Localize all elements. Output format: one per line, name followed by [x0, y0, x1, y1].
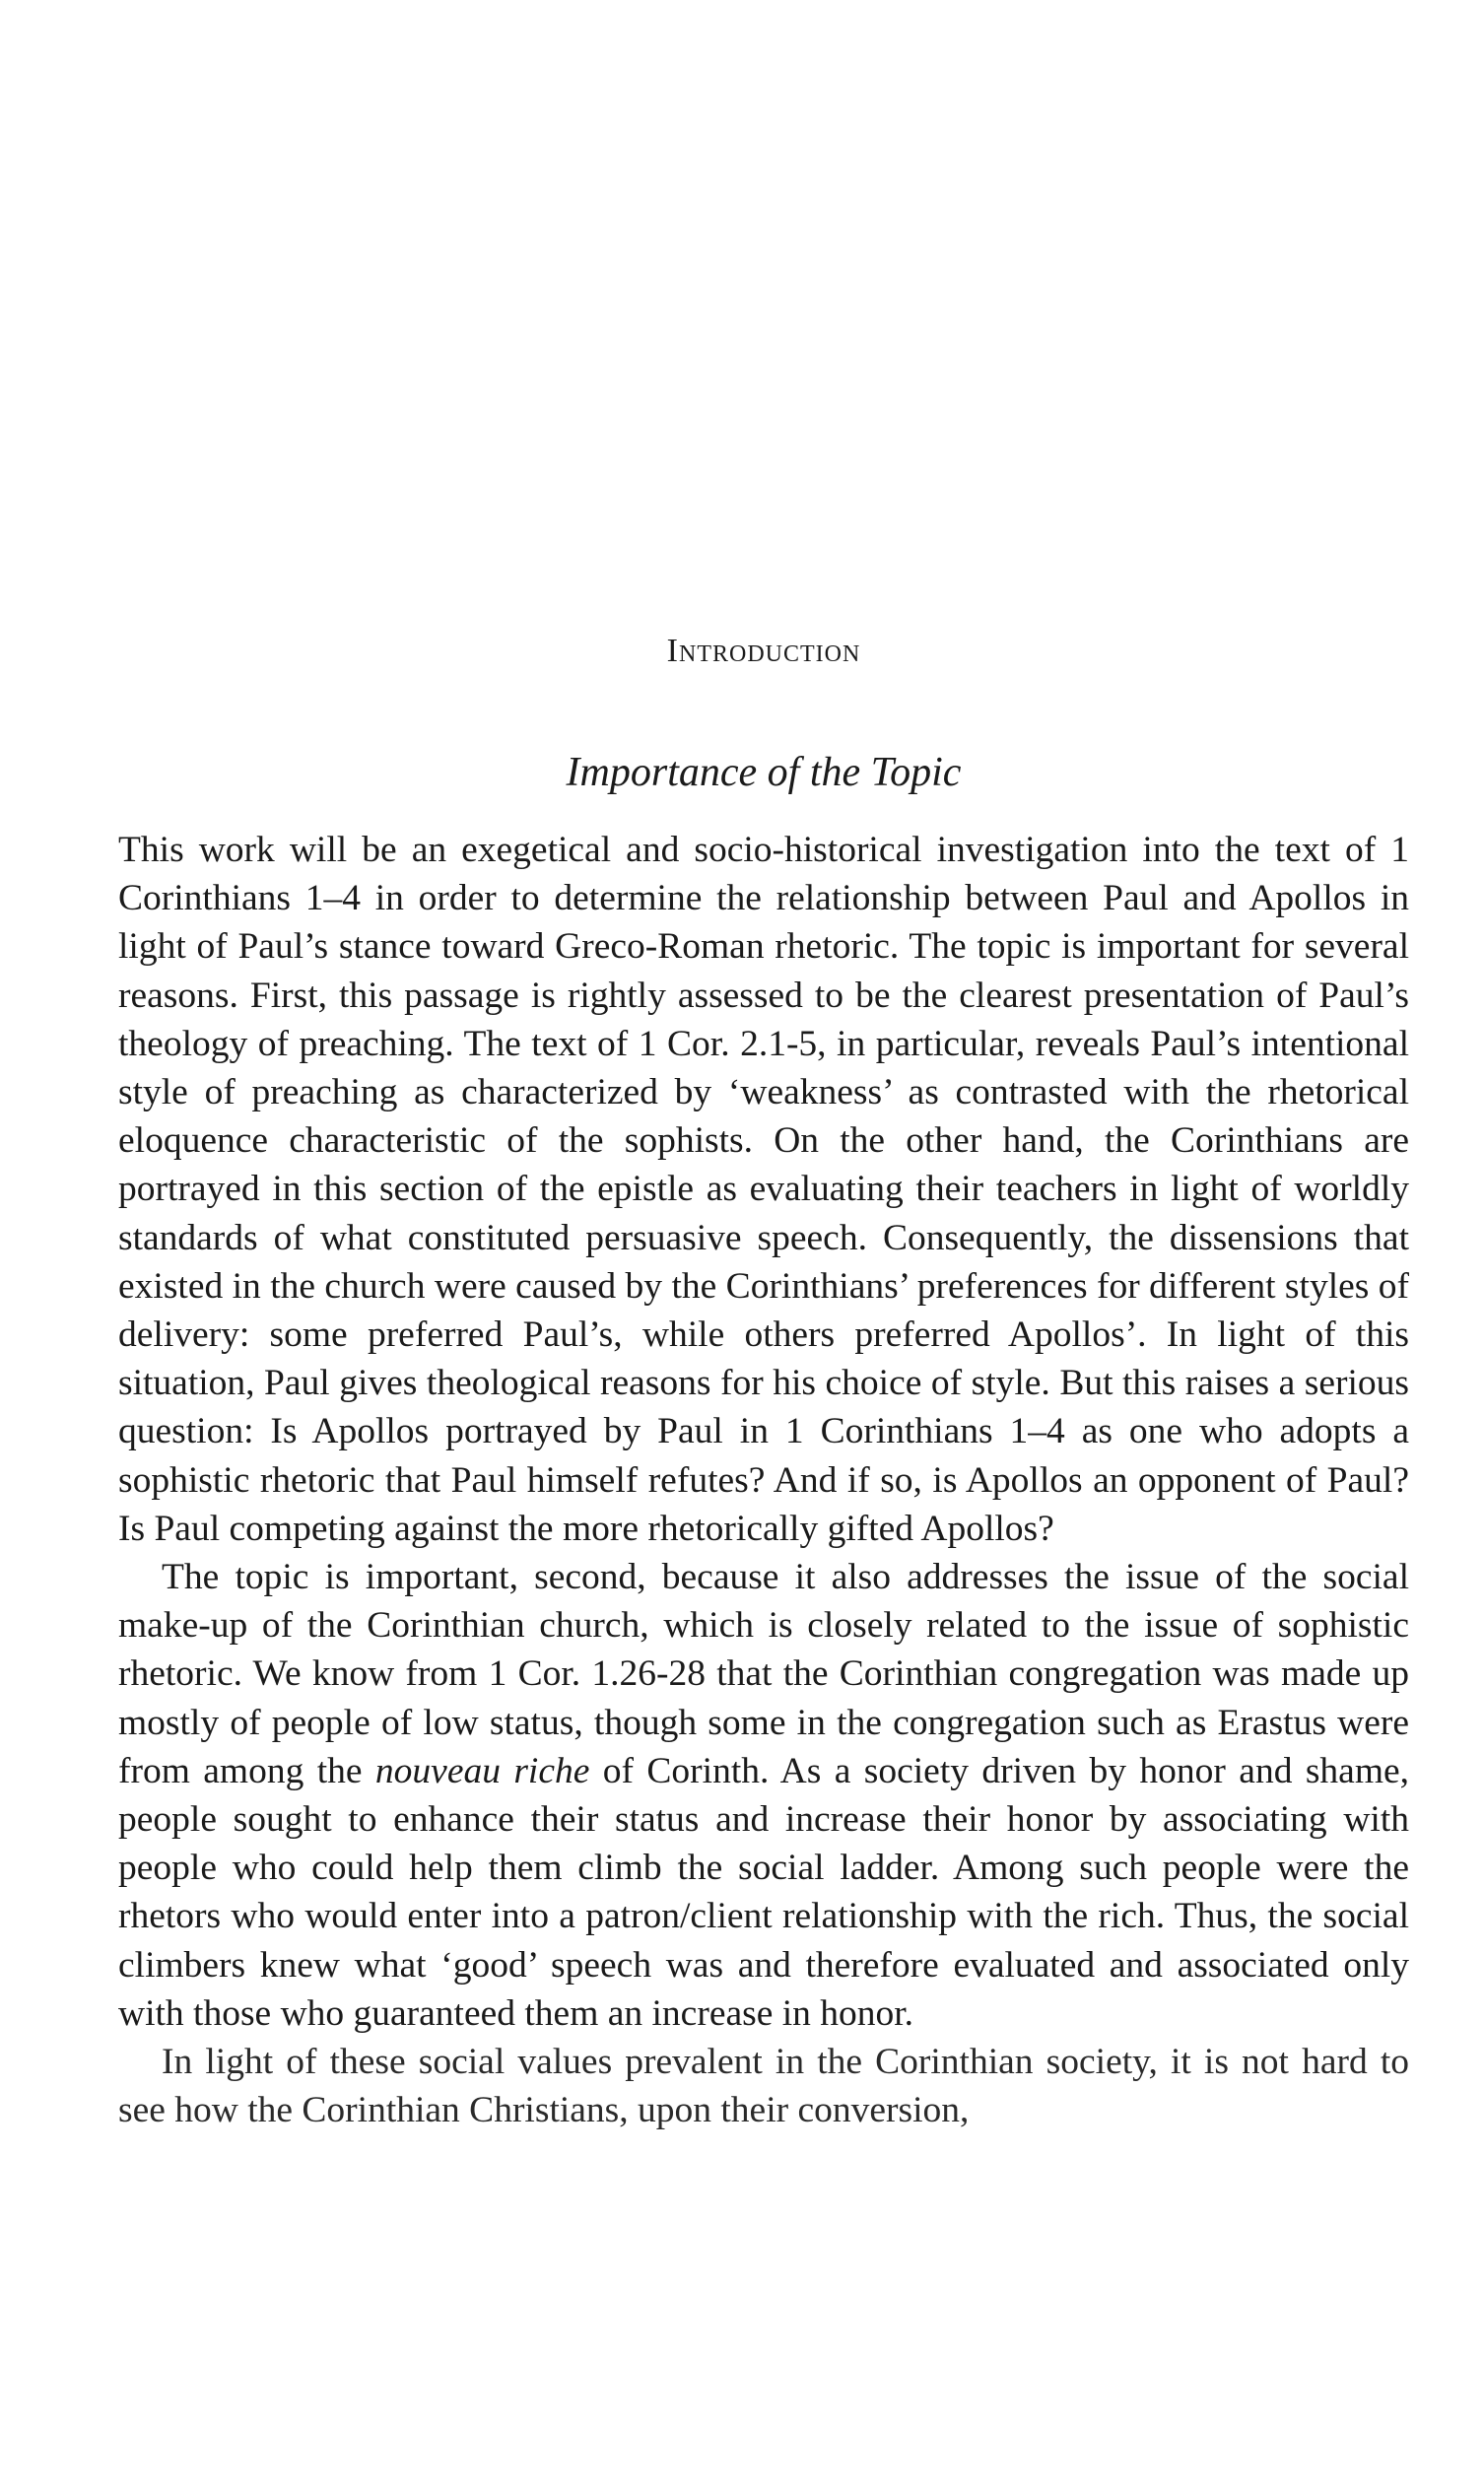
paragraph-1: This work will be an exegetical and socio-historical investigation into the text of 1 Corinthians 1–4 in order to determine the relationship between Paul and Apollos in light of Paul’s stance toward Greco-Roman rhetoric. The topic is important for several reasons. First, this passage is rightly assessed to be the clearest presentation of Paul’s theology of preaching. The text of 1 Cor. 2.1-5, in particular, reveals Paul’s intentional style of preaching as characterized by ‘weakness’ as contrasted with the rhetorical eloquence characteristic of the sophists. On the other hand, the Corinthians are portrayed in this section of the epistle as evaluating their teachers in light of worldly standards of what constituted persuasive speech. Consequently, the dissensions that existed in the church were caused by the Corinthians’ preferences for different styles of delivery: some preferred Paul’s, while others preferred Apollos’. In light of this situation, Paul gives theological reasons for his choice of style. But this raises a serious question: Is Apollos portrayed by Paul in 1 Corinthians 1–4 as one who adopts a sophistic rhetoric that Paul himself refutes? And if so, is Apollos an opponent of Paul? Is Paul competing against the more rhetorically gifted Apollos? — [118, 830, 1409, 1549]
paragraph-2-text-after: of Corinth. As a society driven by honor and shame, people sought to enhance their status and increase their honor by associating with people who could help them climb the social ladder. Among such people were the rhetors who would enter into a patron/client relationship with the rich. Thus, the social climbers knew what ‘good’ speech was and therefore evaluated and associated only with those who guaranteed them an increase in honor. — [118, 1750, 1410, 2034]
paragraph-2 — [118, 1553, 1409, 2038]
paragraph-2-italic-term: nouveau riche — [374, 1750, 590, 1791]
paragraph-3: In light of these social values prevalent in the Corinthian society, it is not hard to see how the Corinthian Christians, upon their conversion, — [118, 2042, 1409, 2131]
body-text — [118, 826, 1409, 2134]
section-title: Importance of the Topic — [566, 750, 962, 795]
paragraph-2-text-before: The topic is important, second, because it also addresses the issue of the social make-up of the Corinthian church, which is closely related to the issue of sophistic rhetoric. We know from 1 Cor. 1.26-28 that the Corinthian congregation was made up mostly of people of low status, though some in the congregation such as Erastus were from among the — [118, 1557, 1409, 1791]
chapter-title: Introduction — [666, 633, 861, 669]
